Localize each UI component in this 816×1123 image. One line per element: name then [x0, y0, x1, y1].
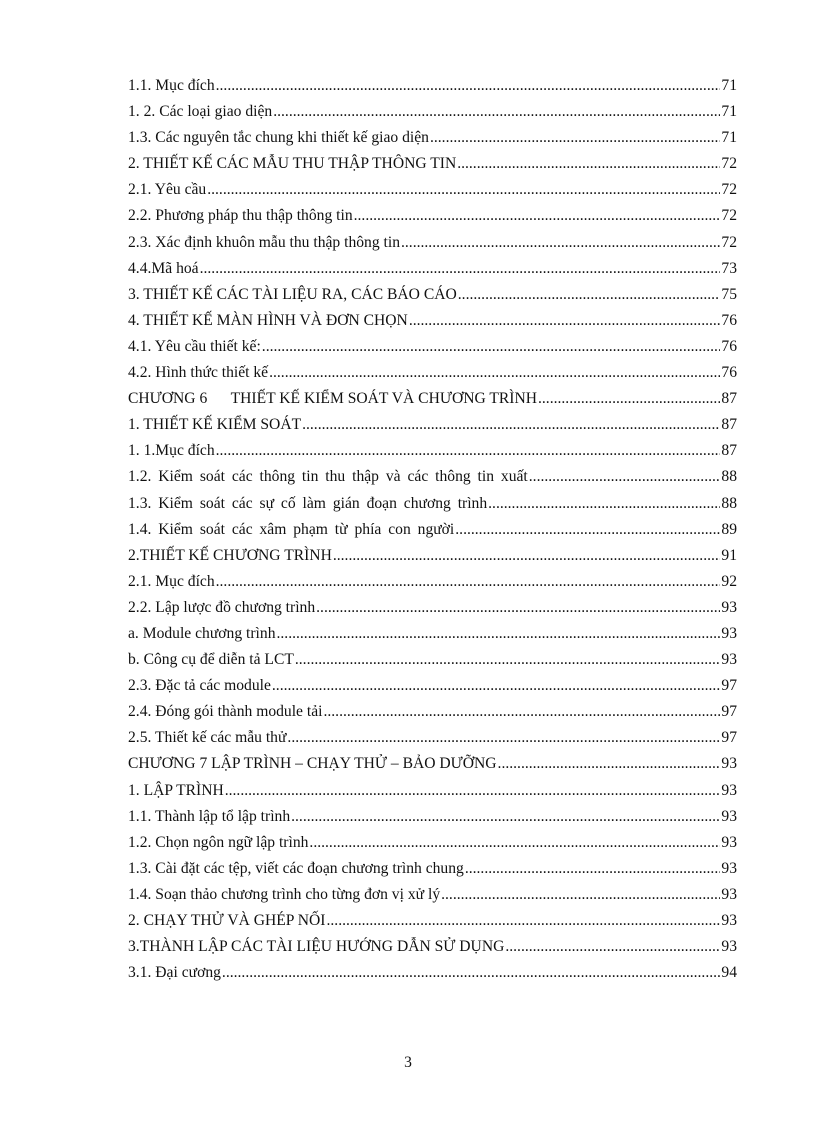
toc-entry-title: 3.THÀNH LẬP CÁC TÀI LIỆU HƯỚNG DẪN SỬ DỤNG	[128, 938, 505, 956]
toc-entry-title: 2.2. Lập lược đồ chương trình	[128, 598, 316, 616]
toc-entry-title: 2.2. Phương pháp thu thập thông tin	[128, 207, 353, 225]
toc-entry-page: 87	[721, 390, 737, 408]
toc-entry	[128, 778, 737, 804]
toc-entry-title: 1.3. Kiểm soát các sự cố làm gián đoạn chương trình	[128, 494, 488, 512]
toc-entry	[128, 464, 737, 490]
toc-entry	[128, 230, 737, 256]
toc-entry	[128, 595, 737, 621]
toc-leader-dots	[455, 517, 720, 543]
toc-entry-page: 91	[721, 546, 737, 564]
toc-entry-page: 88	[721, 494, 737, 512]
toc-entry-page: 93	[721, 885, 737, 903]
toc-entry-title: 4.2. Hình thức thiết kế	[128, 364, 269, 382]
toc-entry-page: 93	[721, 859, 737, 877]
toc-entry-title: 2.4. Đóng gói thành module tải	[128, 703, 323, 721]
toc-entry-page: 71	[721, 103, 737, 121]
toc-entry-title: 2. CHẠY THỬ VÀ GHÉP NỐI	[128, 912, 326, 929]
toc-leader-dots	[225, 778, 721, 804]
toc-leader-dots	[505, 934, 720, 960]
toc-entry	[128, 177, 737, 203]
toc-entry-title: 1.1. Mục đích	[128, 77, 215, 94]
toc-leader-dots	[498, 751, 721, 777]
toc-entry-page: 93	[721, 755, 737, 773]
toc-entry-page: 94	[721, 964, 737, 982]
toc-entry-page: 72	[721, 181, 737, 199]
toc-entry-page: 97	[721, 703, 737, 721]
toc-entry-title: 1.4. Kiểm soát các xâm phạm từ phía con người	[128, 520, 455, 538]
toc-entry	[128, 934, 737, 960]
toc-entry-title: 4. THIẾT KẾ MÀN HÌNH VÀ ĐƠN CHỌN	[128, 311, 408, 329]
toc-entry	[128, 412, 737, 438]
toc-entry	[128, 151, 737, 177]
toc-entry	[128, 673, 737, 699]
toc-entry-page: 75	[721, 285, 737, 303]
toc-entry-title: 2. THIẾT KẾ CÁC MẪU THU THẬP THÔNG TIN	[128, 155, 457, 173]
toc-entry-title: 4.1. Yêu cầu thiết kế:	[128, 337, 261, 355]
toc-entry-title: 2.1. Yêu cầu	[128, 181, 207, 199]
toc-entry-title: 1.3. Cài đặt các tệp, viết các đoạn chương trình chung	[128, 859, 464, 877]
toc-entry-page: 93	[721, 598, 737, 616]
toc-leader-dots	[327, 908, 721, 934]
toc-entry-title: 1.1. Thành lập tổ lập trình	[128, 807, 291, 825]
toc-entry-page: 92	[721, 572, 737, 590]
toc-entry-title: 1.2. Kiểm soát các thông tin thu thập và các thông tin xuất	[128, 468, 528, 486]
toc-entry	[128, 908, 737, 934]
toc-entry-page: 76	[721, 337, 737, 355]
toc-leader-dots	[216, 438, 721, 464]
toc-entry-title: 1. THIẾT KẾ KIỂM SOÁT	[128, 416, 302, 434]
toc-entry	[128, 517, 737, 543]
toc-leader-dots	[291, 804, 720, 830]
toc-leader-dots	[222, 960, 720, 986]
toc-leader-dots	[457, 151, 720, 177]
toc-entry-page: 97	[721, 677, 737, 695]
toc-entry-title: 2.3. Đặc tả các module	[128, 677, 271, 695]
toc-entry-page: 89	[721, 520, 737, 538]
toc-entry-page: 93	[721, 833, 737, 851]
toc-leader-dots	[273, 99, 720, 125]
toc-entry	[128, 569, 737, 595]
toc-entry	[128, 203, 737, 229]
toc-entry-page: 71	[721, 77, 737, 94]
toc-entry	[128, 804, 737, 830]
toc-entry-page: 93	[721, 651, 737, 669]
toc-leader-dots	[216, 73, 721, 99]
toc-entry	[128, 647, 737, 673]
toc-entry-page: 93	[721, 781, 737, 799]
toc-leader-dots	[200, 256, 721, 282]
toc-entry-title: 3.1. Đại cương	[128, 964, 221, 982]
toc-entry-title: b. Công cụ để diễn tả LCT	[128, 651, 294, 669]
toc-leader-dots	[295, 647, 721, 673]
toc-entry-page: 76	[721, 311, 737, 329]
toc-leader-dots	[354, 203, 721, 229]
toc-entry	[128, 73, 737, 99]
toc-leader-dots	[262, 334, 721, 360]
toc-entry-page: 87	[721, 442, 737, 460]
toc-entry-title: CHƯƠNG 6 THIẾT KẾ KIỂM SOÁT VÀ CHƯƠNG TRÌNH	[128, 390, 537, 408]
toc-leader-dots	[488, 491, 720, 517]
page-number: 3	[404, 1054, 412, 1071]
toc-leader-dots	[529, 464, 721, 490]
toc-entry	[128, 725, 737, 751]
toc-entry-title: CHƯƠNG 7 LẬP TRÌNH – CHẠY THỬ – BẢO DƯỠNG	[128, 755, 497, 773]
toc-leader-dots	[302, 412, 720, 438]
toc-entry	[128, 543, 737, 569]
toc-entry-page: 88	[721, 468, 737, 486]
toc-leader-dots	[216, 569, 721, 595]
toc-entry-title: 1. 2. Các loại giao diện	[128, 103, 273, 121]
toc-entry	[128, 699, 737, 725]
toc-entry-title: 2.3. Xác định khuôn mẫu thu thập thông tin	[128, 233, 400, 251]
toc-entry-title: 1.4. Soạn thảo chương trình cho từng đơn vị xử lý	[128, 885, 441, 903]
toc-entry	[128, 308, 737, 334]
toc-leader-dots	[441, 882, 720, 908]
toc-entry	[128, 491, 737, 517]
toc-entry	[128, 125, 737, 151]
toc-entry	[128, 256, 737, 282]
toc-entry-title: 1. LẬP TRÌNH	[128, 781, 224, 799]
toc-entry	[128, 830, 737, 856]
toc-entry	[128, 282, 737, 308]
toc-entry	[128, 438, 737, 464]
toc-leader-dots	[269, 360, 720, 386]
toc-leader-dots	[323, 699, 720, 725]
toc-entry	[128, 960, 737, 986]
toc-entry-page: 87	[721, 416, 737, 434]
toc-leader-dots	[538, 386, 720, 412]
toc-entry-title: 2.THIẾT KẾ CHƯƠNG TRÌNH	[128, 546, 332, 564]
toc-entry-page: 93	[721, 807, 737, 825]
toc-leader-dots	[272, 673, 721, 699]
toc-leader-dots	[207, 177, 720, 203]
toc-entry-page: 93	[721, 912, 737, 929]
toc-entry-page: 73	[721, 259, 737, 277]
toc-entry-title: 1.3. Các nguyên tắc chung khi thiết kế giao diện	[128, 129, 429, 147]
toc-chapter-entry	[128, 386, 737, 412]
toc-chapter-entry	[128, 751, 737, 777]
toc-entry-page: 72	[721, 155, 737, 173]
toc-entry-page: 97	[721, 729, 737, 747]
toc-entry-page: 71	[721, 129, 737, 147]
toc-leader-dots	[309, 830, 720, 856]
table-of-contents	[128, 73, 737, 986]
toc-entry	[128, 360, 737, 386]
toc-entry	[128, 99, 737, 125]
toc-entry-page: 93	[721, 938, 737, 956]
toc-entry-page: 72	[721, 233, 737, 251]
toc-entry-title: 1.2. Chọn ngôn ngữ lập trình	[128, 833, 309, 851]
toc-entry-page: 93	[721, 624, 737, 642]
toc-leader-dots	[316, 595, 720, 621]
toc-leader-dots	[409, 308, 721, 334]
toc-leader-dots	[430, 125, 720, 151]
toc-leader-dots	[277, 621, 721, 647]
toc-entry-title: 2.1. Mục đích	[128, 572, 215, 590]
toc-entry	[128, 856, 737, 882]
toc-leader-dots	[458, 282, 721, 308]
toc-leader-dots	[333, 543, 721, 569]
toc-entry-title: 3. THIẾT KẾ CÁC TÀI LIỆU RA, CÁC BÁO CÁO	[128, 285, 457, 303]
toc-entry-title: 2.5. Thiết kế các mẫu thử	[128, 729, 287, 747]
toc-entry-title: 4.4.Mã hoá	[128, 259, 199, 277]
toc-entry	[128, 882, 737, 908]
toc-entry	[128, 334, 737, 360]
toc-entry-title: 1. 1.Mục đích	[128, 442, 215, 460]
toc-entry-page: 76	[721, 364, 737, 382]
toc-entry-title: a. Module chương trình	[128, 624, 276, 642]
toc-entry-page: 72	[721, 207, 737, 225]
toc-leader-dots	[465, 856, 721, 882]
toc-leader-dots	[401, 230, 720, 256]
toc-leader-dots	[287, 725, 720, 751]
toc-entry	[128, 621, 737, 647]
